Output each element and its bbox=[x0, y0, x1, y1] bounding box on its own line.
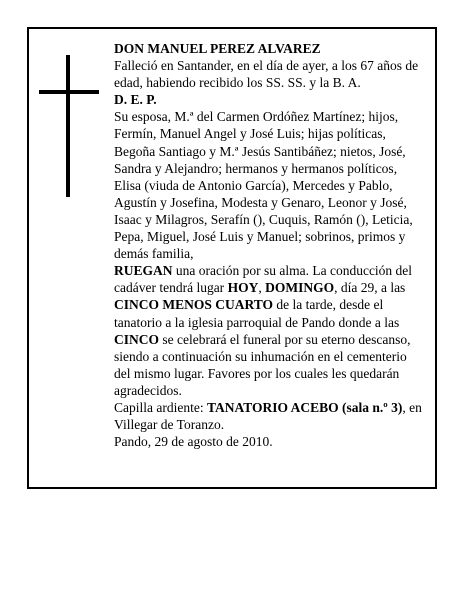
funeral-text-1: una oración por su alma. La conducción del cadáver tendrá lugar bbox=[114, 263, 413, 296]
cross-icon bbox=[39, 55, 99, 197]
funeral-info bbox=[114, 262, 424, 399]
cross-vertical-bar bbox=[66, 55, 70, 197]
date-line: Pando, 29 de agosto de 2010. bbox=[114, 434, 273, 450]
capilla-location: , en Villegar de Toranzo. bbox=[114, 399, 422, 433]
cinco-menos-cuarto-text: CINCO MENOS CUARTO bbox=[114, 297, 274, 313]
hoy-text: HOY bbox=[227, 280, 259, 296]
tanatorio-name: TANATORIO ACEBO (sala n.º 3) bbox=[206, 399, 403, 415]
capilla-ardiente bbox=[114, 399, 424, 433]
funeral-text-2: , día 29, a las bbox=[334, 280, 406, 296]
deceased-name: DON MANUEL PEREZ ALVAREZ bbox=[114, 41, 321, 56]
cross-horizontal-bar bbox=[39, 90, 99, 94]
notice-text bbox=[114, 40, 424, 450]
cinco-text: CINCO bbox=[114, 331, 160, 347]
domingo-text: DOMINGO bbox=[265, 280, 335, 296]
death-info: Falleció en Santander, en el día de ayer, a los 67 años de edad, habiendo recibido los SS. SS. y la B. A. bbox=[114, 58, 419, 91]
funeral-comma: , bbox=[258, 280, 266, 296]
ruegan-text: RUEGAN bbox=[114, 263, 173, 279]
obituary-notice bbox=[27, 27, 437, 489]
funeral-text-3: de la tarde, desde el tanatorio a la iglesia parroquial de Pando donde a las bbox=[114, 297, 400, 330]
dep-line: D. E. P. bbox=[114, 92, 157, 108]
funeral-text-4: se celebrará el funeral por su eterno descanso, siendo a continuación su inhumación en el cementerio del mismo lugar. Favores por los cuales les quedarán agradecidos. bbox=[114, 331, 411, 398]
family-list: Su esposa, M.ª del Carmen Ordóñez Martínez; hijos, Fermín, Manuel Angel y José Luis; hijas políticas, Begoña Santiago y M.ª Jesús Santibáñez; nietos, José, Sandra y Alejandro; hermanos y hermanos políticos, Elisa (viuda de Antonio García), Mercedes y Pablo, Agustín y Josefina, Modesta y Genaro, Leonor y José, Isaac y Milagros, Serafín (), Cuquis, Ramón (), Leticia, Pepa, Miguel, José Luis y Manuel; sobrinos, primos y demás familia, bbox=[114, 109, 413, 262]
capilla-label: Capilla ardiente: bbox=[114, 399, 207, 415]
